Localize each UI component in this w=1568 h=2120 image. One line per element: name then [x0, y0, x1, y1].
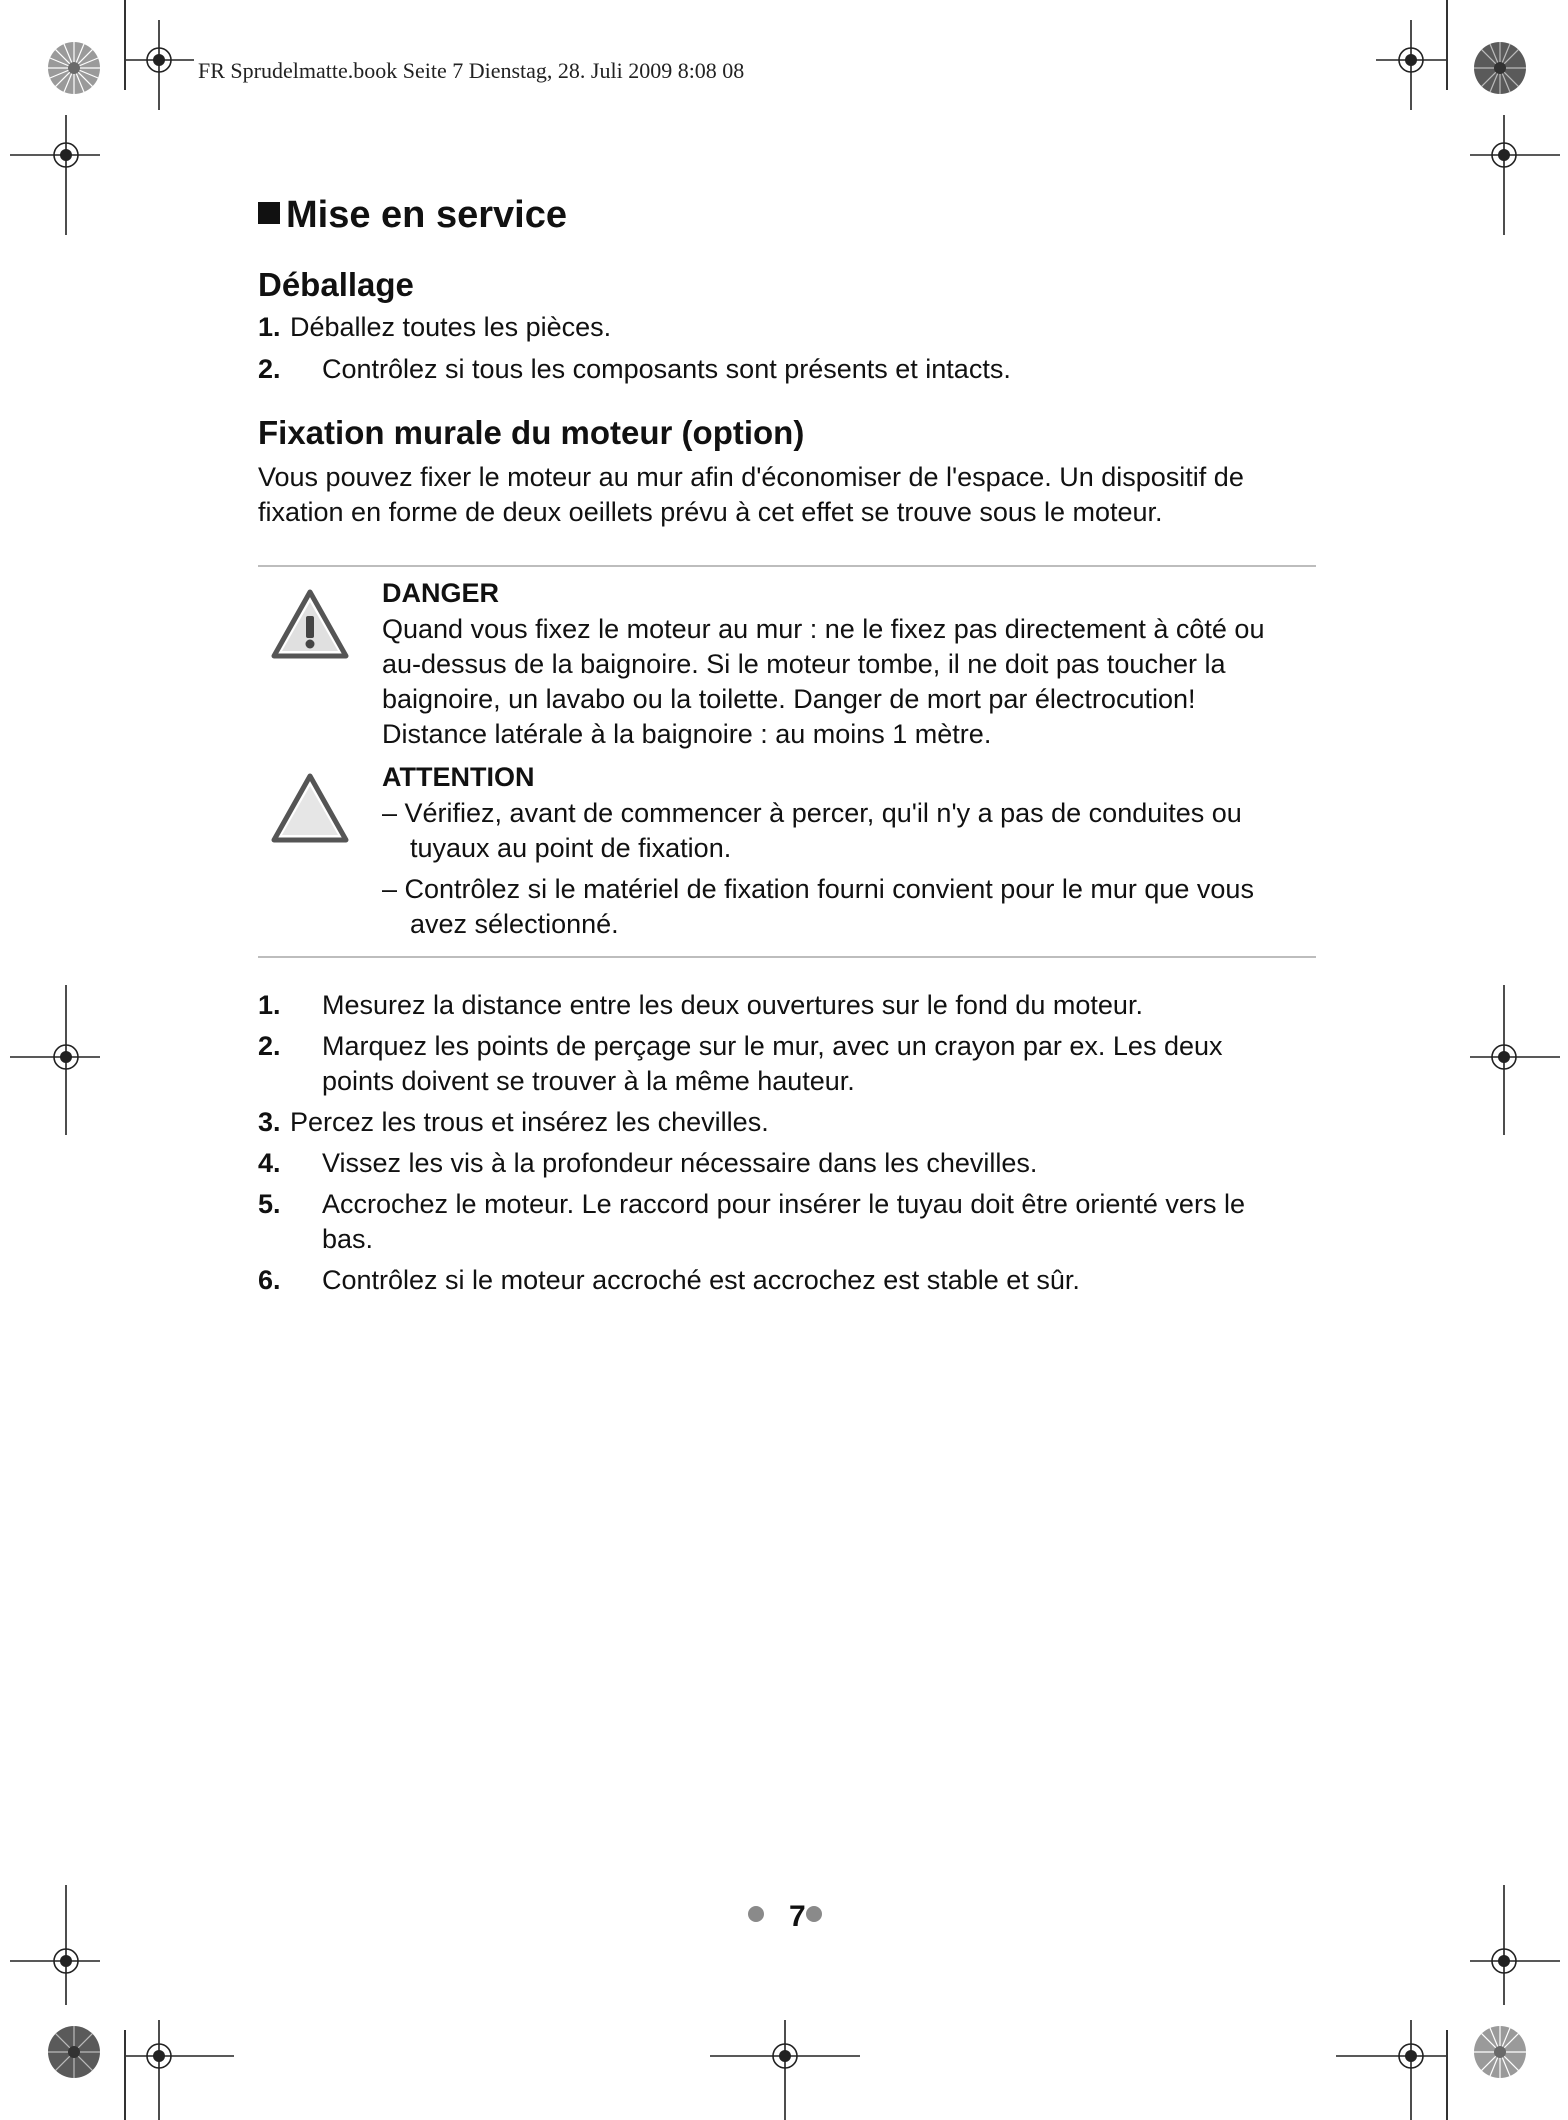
- unpacking-step: [258, 310, 611, 345]
- section-title-text: Mise en service: [286, 194, 567, 236]
- mount-step-continuation: points doivent se trouver à la même hauteur.: [322, 1066, 855, 1096]
- trim-line: [1446, 2030, 1448, 2120]
- attention-item-line: – Vérifiez, avant de commencer à percer, qu'il n'y a pas de conduites ou: [382, 798, 1242, 828]
- attention-item-line: tuyaux au point de fixation.: [410, 833, 732, 863]
- crop-mark-icon: [10, 985, 100, 1135]
- warning-box-bottom-rule: [258, 956, 1316, 958]
- step-number: 2.: [258, 354, 281, 384]
- crop-mark-icon: [124, 2020, 234, 2120]
- step-number: 5.: [258, 1189, 281, 1219]
- step-text: Accrochez le moteur. Le raccord pour insérer le tuyau doit être orienté vers le: [322, 1189, 1245, 1219]
- crop-mark-icon: [1470, 985, 1560, 1135]
- mount-step: [258, 1029, 1223, 1064]
- rosette-icon: [46, 2024, 102, 2085]
- step-text: Mesurez la distance entre les deux ouvertures sur le fond du moteur.: [322, 990, 1143, 1020]
- danger-title: DANGER: [382, 578, 500, 608]
- section-title: [258, 194, 567, 237]
- crop-mark-icon: [10, 1885, 100, 2005]
- wall-mount-intro-line: Vous pouvez fixer le moteur au mur afin d'économiser de l'espace. Un dispositif de: [258, 462, 1244, 492]
- crop-mark-icon: [1470, 115, 1560, 235]
- rosette-icon: [1472, 2024, 1528, 2085]
- step-number: 2.: [258, 1031, 281, 1061]
- mount-step: [258, 1263, 1080, 1298]
- mount-step-continuation: bas.: [322, 1224, 374, 1254]
- dot-icon: [748, 1906, 764, 1922]
- trim-line: [124, 0, 126, 90]
- step-text: Déballez toutes les pièces.: [290, 312, 612, 342]
- wall-mount-heading: Fixation murale du moteur (option): [258, 414, 805, 451]
- crop-mark-icon: [124, 20, 194, 110]
- print-header: FR Sprudelmatte.book Seite 7 Dienstag, 28. Juli 2009 8:08 08: [198, 58, 745, 83]
- page-number-text: 7: [789, 1900, 806, 1933]
- warning-box-top-rule: [258, 565, 1316, 567]
- step-number: 3.: [258, 1107, 281, 1137]
- rosette-icon: [46, 40, 102, 101]
- bullet-square-icon: [258, 202, 280, 224]
- step-number: 4.: [258, 1148, 281, 1178]
- crop-mark-icon: [1336, 2020, 1446, 2120]
- step-text: Marquez les points de perçage sur le mur, avec un crayon par ex. Les deux: [322, 1031, 1223, 1061]
- attention-icon: [270, 772, 350, 849]
- step-number: 1.: [258, 312, 281, 342]
- crop-mark-icon: [1470, 1885, 1560, 2005]
- step-text: Contrôlez si le moteur accroché est accrochez est stable et sûr.: [322, 1265, 1080, 1295]
- wall-mount-intro-line: fixation en forme de deux oeillets prévu à cet effet se trouve sous le moteur.: [258, 497, 1163, 527]
- mount-step: [258, 1105, 769, 1140]
- trim-line: [124, 2030, 126, 2120]
- dot-icon: [806, 1906, 822, 1922]
- mount-step: [258, 1187, 1245, 1222]
- crop-mark-icon: [710, 2020, 860, 2120]
- danger-line: Distance latérale à la baignoire : au moins 1 mètre.: [382, 719, 992, 749]
- attention-item-line: avez sélectionné.: [410, 909, 619, 939]
- danger-line: Quand vous fixez le moteur au mur : ne le fixez pas directement à côté ou: [382, 614, 1265, 644]
- step-text: Percez les trous et insérez les chevilles.: [290, 1107, 769, 1137]
- danger-icon: [270, 588, 350, 665]
- step-number: 1.: [258, 990, 281, 1020]
- mount-step: [258, 988, 1143, 1023]
- danger-line: au-dessus de la baignoire. Si le moteur tombe, il ne doit pas toucher la: [382, 649, 1226, 679]
- step-text: Contrôlez si tous les composants sont présents et intacts.: [322, 354, 1011, 384]
- mount-step: [258, 1146, 1037, 1181]
- rosette-icon: [1472, 40, 1528, 101]
- unpacking-step: [258, 352, 1011, 387]
- step-number: 6.: [258, 1265, 281, 1295]
- crop-mark-icon: [10, 115, 100, 235]
- page-number: [748, 1900, 822, 1934]
- trim-line: [1446, 0, 1448, 90]
- attention-item-line: – Contrôlez si le matériel de fixation fourni convient pour le mur que vous: [382, 874, 1254, 904]
- step-text: Vissez les vis à la profondeur nécessaire dans les chevilles.: [322, 1148, 1038, 1178]
- attention-title: ATTENTION: [382, 762, 535, 792]
- danger-line: baignoire, un lavabo ou la toilette. Danger de mort par électrocution!: [382, 684, 1196, 714]
- crop-mark-icon: [1376, 20, 1446, 110]
- unpacking-heading: Déballage: [258, 266, 414, 303]
